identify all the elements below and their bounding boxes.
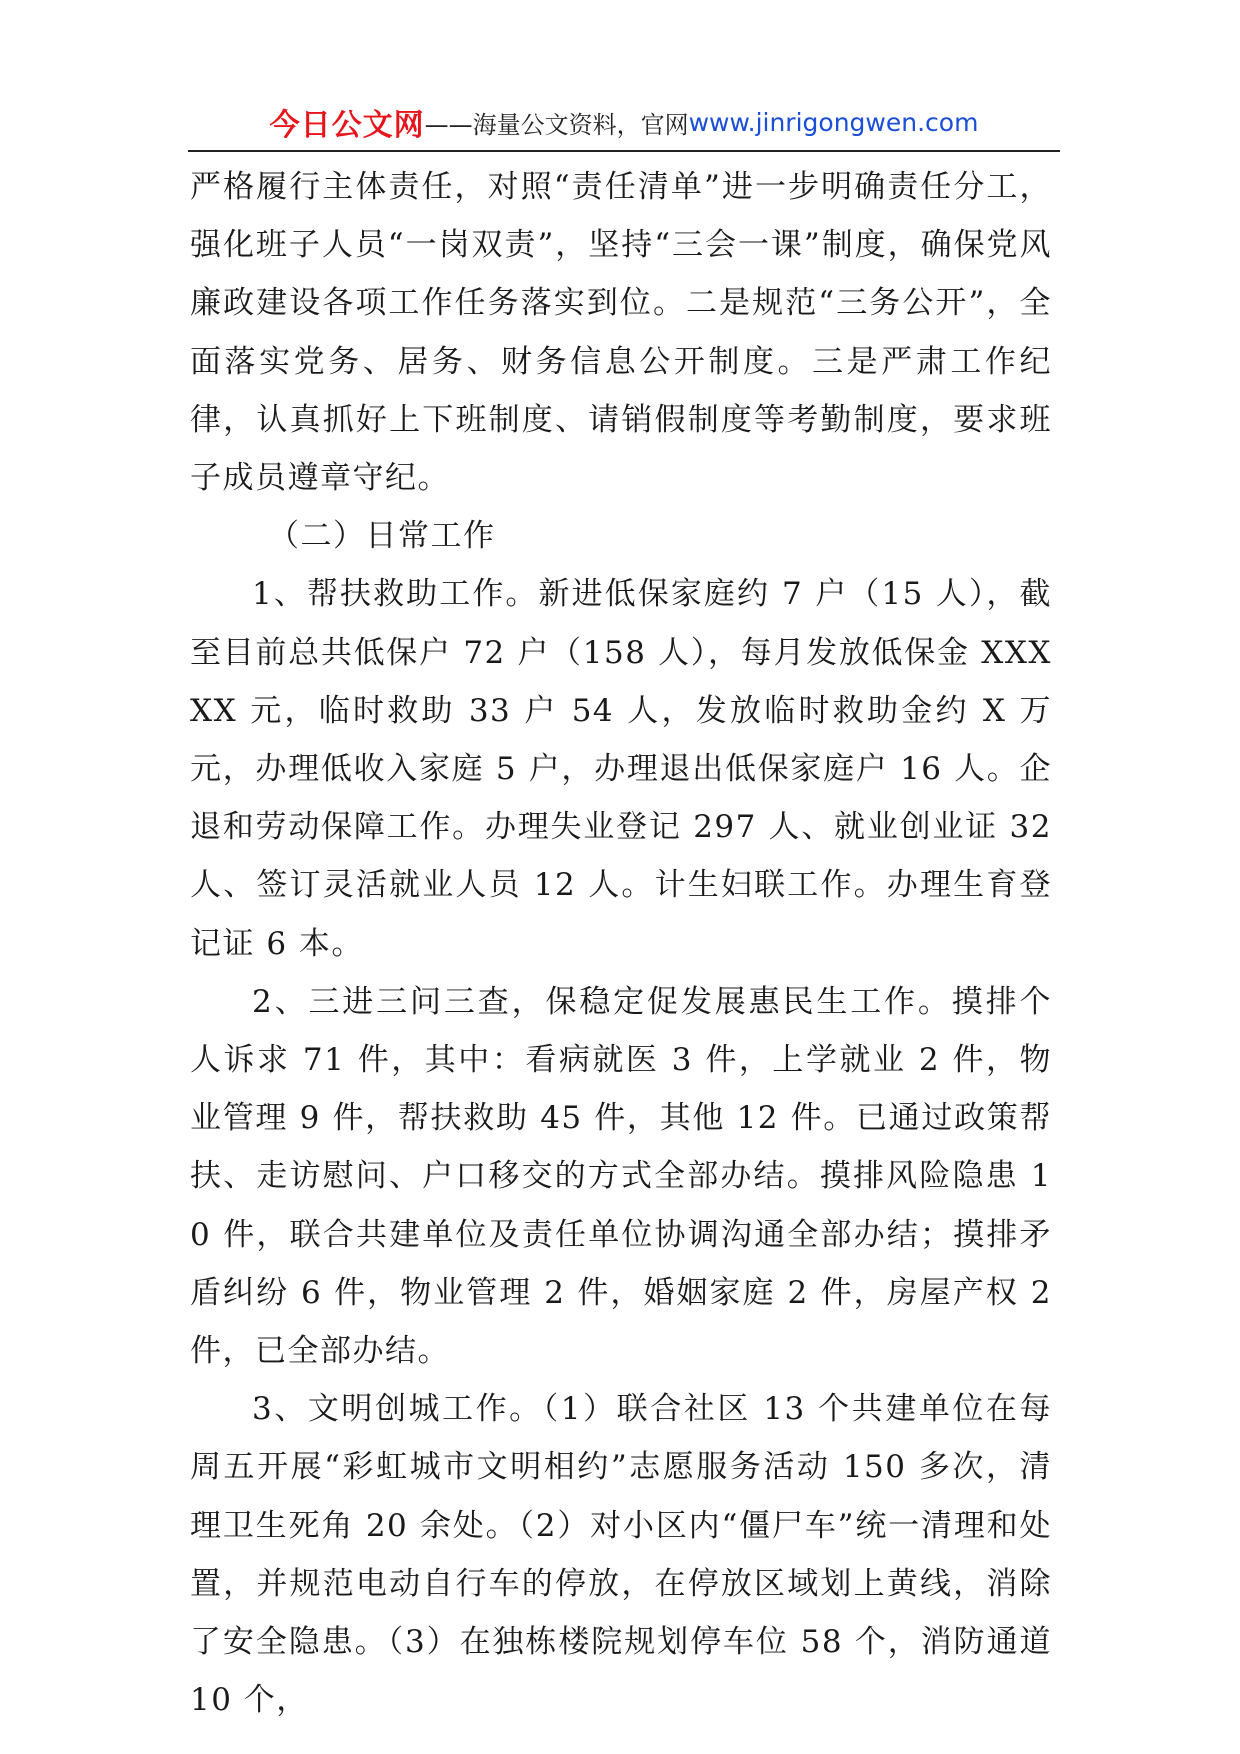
- header-tagline: ——海量公文资料，官网: [424, 110, 689, 139]
- page-header: [188, 96, 1060, 148]
- website-link[interactable]: www.jinrigongwen.com: [688, 107, 979, 137]
- paragraph-three-visits: 2、三进三问三查，保稳定促发展惠民生工作。摸排个人诉求 71 件，其中：看病就医 3 件，上学就业 2 件，物业管理 9 件，帮扶救助 45 件，其他 12 件。已通过政策帮扶、走访慰问、户口移交的方式全部办结。摸排风险隐患 10 件，联合共建单位及责任单位协调沟通全部办结；摸排矛盾纠纷 6 件，物业管理 2 件，婚姻家庭 2 件，房屋产权 2 件，已全部办结。: [190, 983, 1052, 1370]
- header-divider: [188, 150, 1060, 152]
- document-body: [190, 158, 1052, 1729]
- paragraph-responsibility: 严格履行主体责任，对照“责任清单”进一步明确责任分工，强化班子人员“一岗双责”，坚持“三会一课”制度，确保党风廉政建设各项工作任务落实到位。二是规范“三务公开”，全面落实党务、居务、财务信息公开制度。三是严肃工作纪律，认真抓好上下班制度、请销假制度等考勤制度，要求班子成员遵章守纪。: [190, 169, 1052, 497]
- brand-name: 今日公文网: [269, 108, 425, 143]
- paragraph-assistance-work: 1、帮扶救助工作。新进低保家庭约 7 户（15 人），截至目前总共低保户 72 户（158 人），每月发放低保金 XXXXX 元，临时救助 33 户 54 人，发放临时救助金约 X 万元，办理低收入家庭 5 户，办理退出低保家庭户 16 人。企退和劳动保障工作。办理失业登记 297 人、就业创业证 32 人、签订灵活就业人员 12 人。计生妇联工作。办理生育登记证 6 本。: [190, 576, 1052, 962]
- section-heading-daily-work: （二）日常工作: [268, 518, 496, 555]
- paragraph-civilized-city: 3、文明创城工作。（1）联合社区 13 个共建单位在每周五开展“彩虹城市文明相约”志愿服务活动 150 多次，清理卫生死角 20 余处。（2）对小区内“僵尸车”统一清理和处置，并规范电动自行车的停放，在停放区域划上黄线，消除了安全隐患。（3）在独栋楼院规划停车位 58 个，消防通道 10 个，: [190, 1391, 1052, 1719]
